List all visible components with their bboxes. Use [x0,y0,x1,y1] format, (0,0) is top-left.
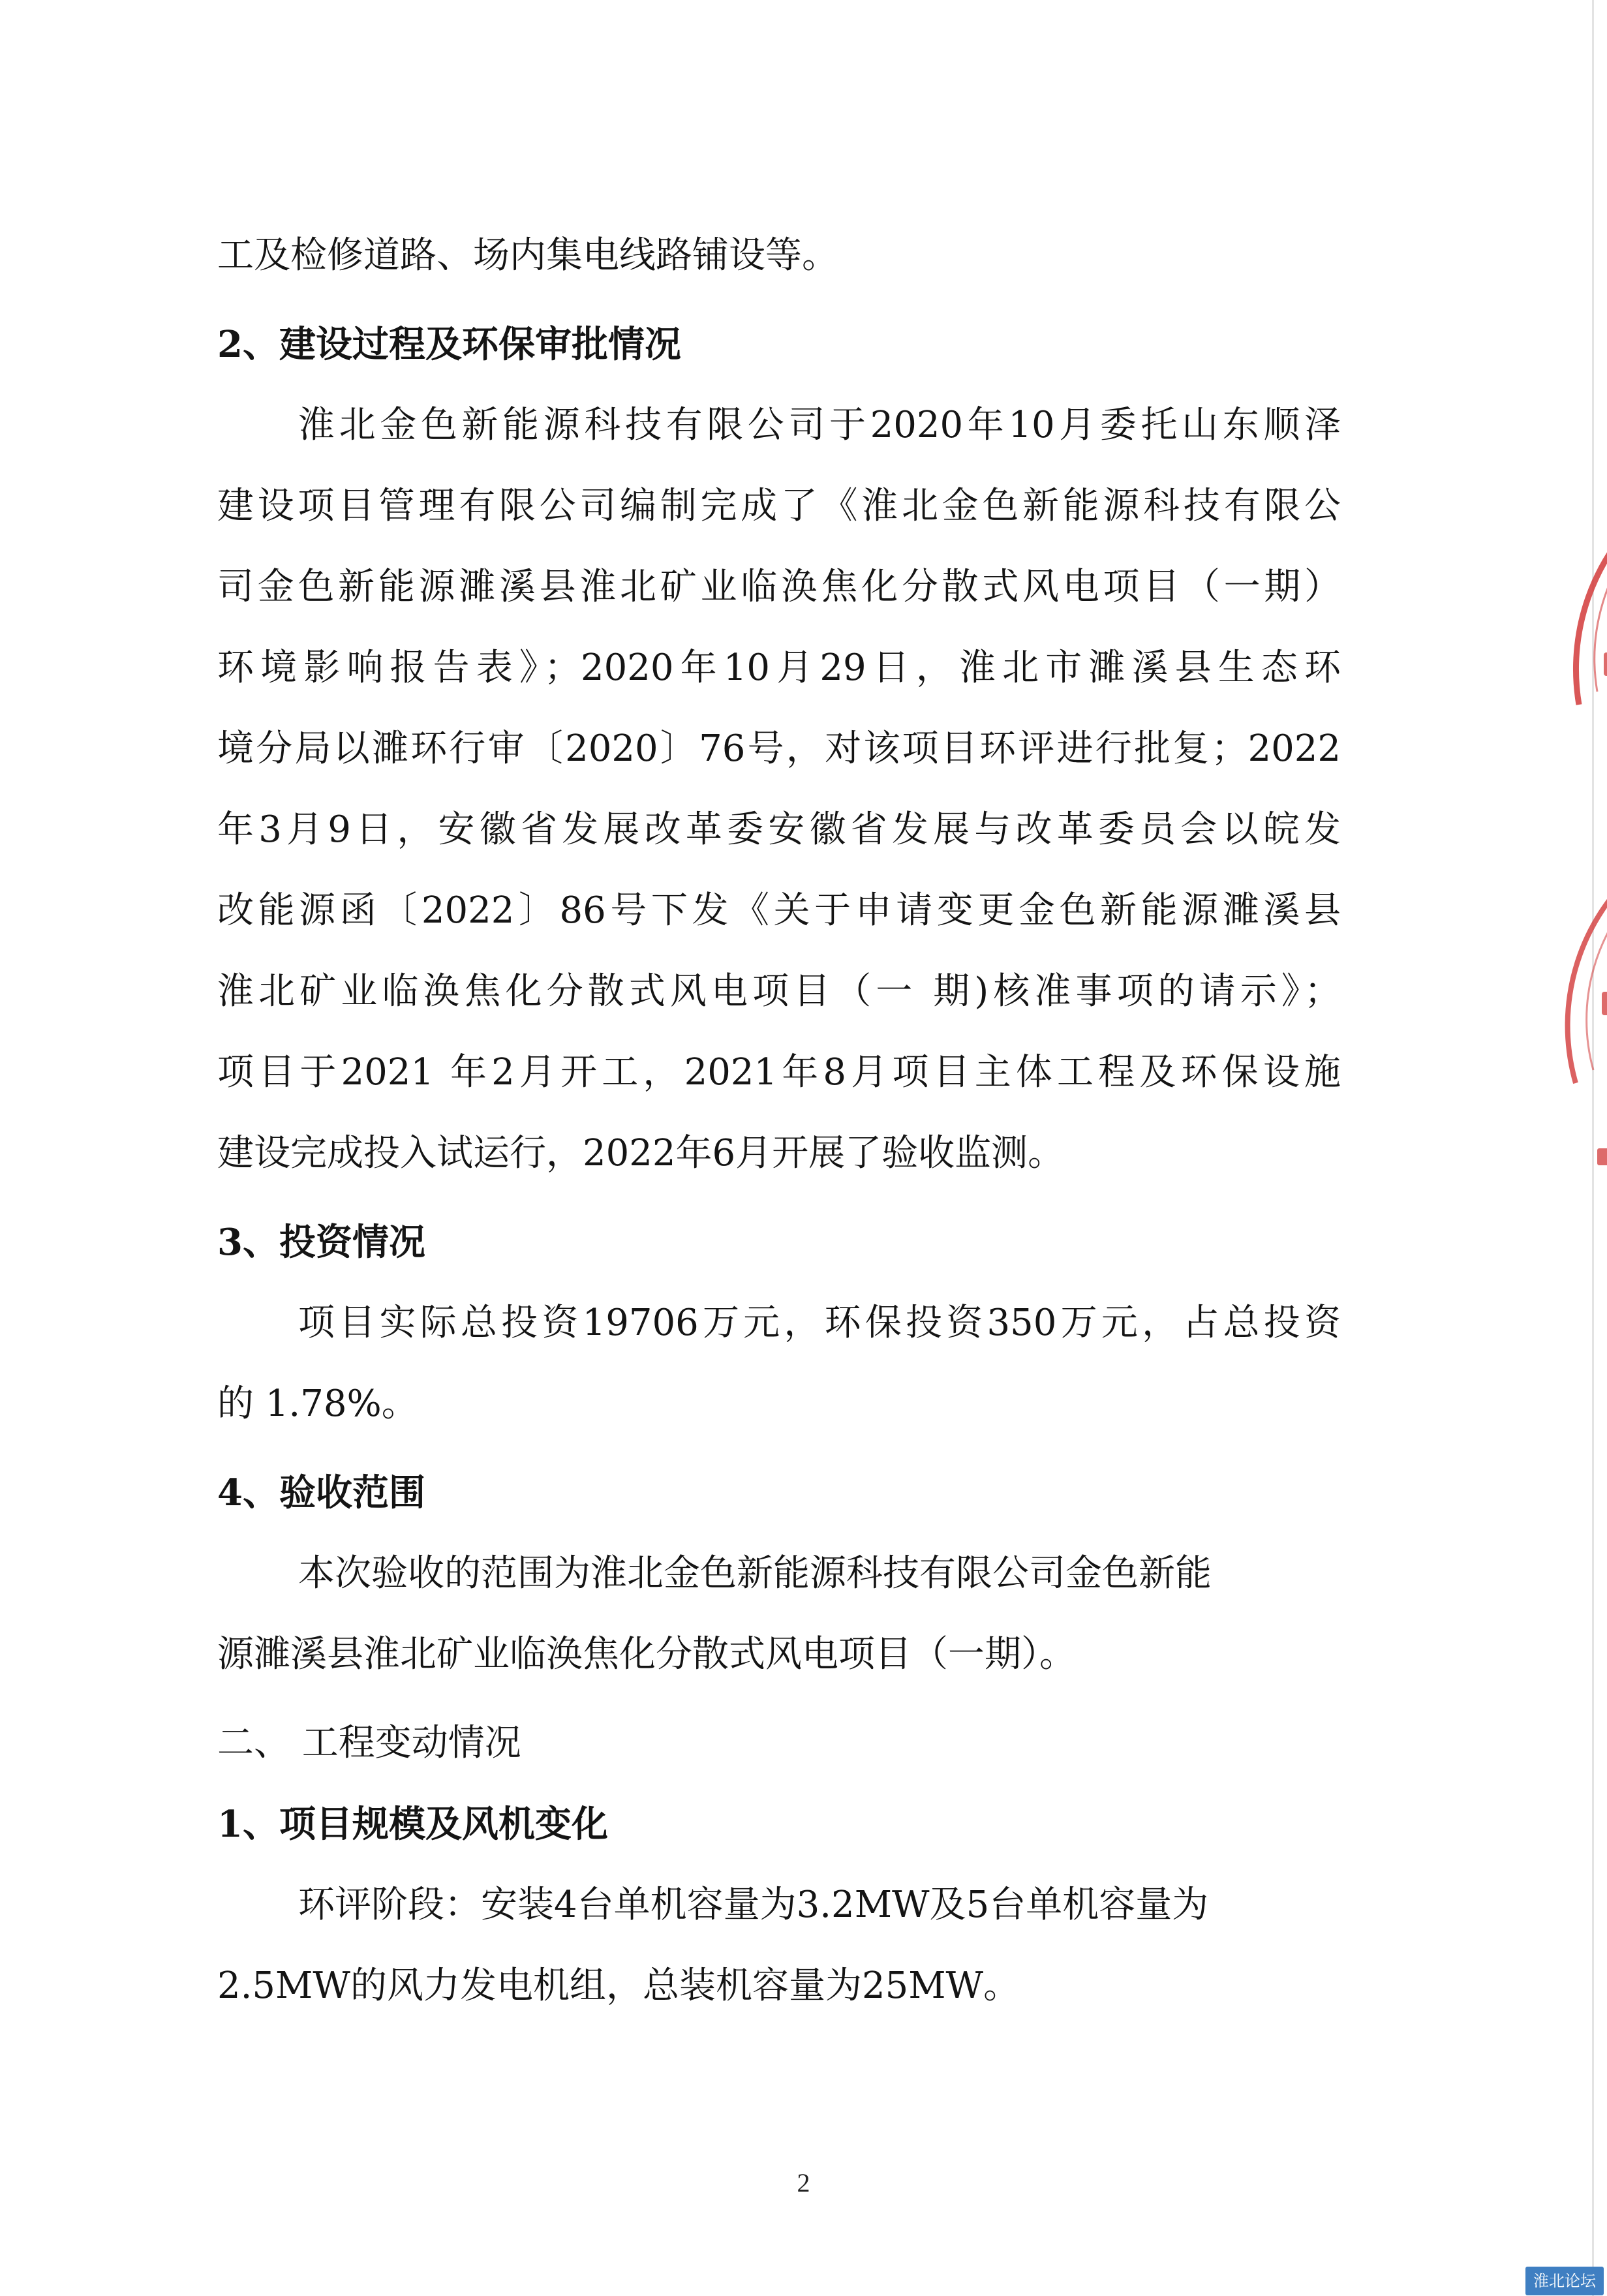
paragraph-line: 境分局以濉环行审〔2020〕76号，对该项目环评进行批复；2022 [217,727,1341,770]
paragraph-line: 源濉溪县淮北矿业临涣焦化分散式风电项目（一期）。 [217,1633,1076,1676]
paragraph-line: 淮北金色新能源科技有限公司于2020年10月委托山东顺泽 [298,404,1341,446]
chapter-heading-changes: 二、 工程变动情况 [217,1722,521,1764]
paragraph-line: 2.5MW的风力发电机组，总装机容量为25MW。 [217,1965,1020,2007]
document-body [217,215,1341,2027]
site-watermark: 淮北论坛 [1525,2267,1604,2295]
text-line: 工及检修道路、场内集电线路铺设等。 [217,234,838,277]
paragraph-line: 建设完成投入试运行，2022年6月开展了验收监测。 [217,1132,1065,1174]
section-heading-construction: 2、建设过程及环保审批情况 [217,323,681,366]
paragraph-line: 环评阶段：安装4台单机容量为3.2MW及5台单机容量为 [298,1884,1209,1926]
paragraph-line: 项目实际总投资19706万元，环保投资350万元，占总投资 [298,1302,1341,1344]
paragraph-line: 改能源函〔2022〕86号下发《关于申请变更金色新能源濉溪县 [217,889,1341,932]
paragraph-line: 项目于2021 年2月开工，2021年8月项目主体工程及环保设施 [217,1051,1341,1094]
red-seal-stamp [1520,496,1607,1220]
paragraph-line: 环境影响报告表》；2020年10月29日，淮北市濉溪县生态环 [217,647,1341,689]
paragraph-line: 建设项目管理有限公司编制完成了《淮北金色新能源科技有限公 [217,485,1341,527]
paragraph-line: 本次验收的范围为淮北金色新能源科技有限公司金色新能 [298,1552,1212,1595]
paragraph-line: 司金色新能源濉溪县淮北矿业临涣焦化分散式风电项目（一期） [217,566,1341,608]
paragraph-line: 淮北矿业临涣焦化分散式风电项目（一 期)核准事项的请示》； [217,970,1341,1013]
paragraph-line: 的 1.78%。 [217,1383,418,1425]
section-heading-scope: 4、验收范围 [217,1471,425,1514]
page-number: 2 [797,2168,810,2197]
paragraph-line: 年3月9日，安徽省发展改革委安徽省发展与改革委员会以皖发 [217,808,1341,851]
section-heading-scale: 1、项目规模及风机变化 [217,1803,608,1846]
section-heading-investment: 3、投资情况 [217,1221,425,1264]
